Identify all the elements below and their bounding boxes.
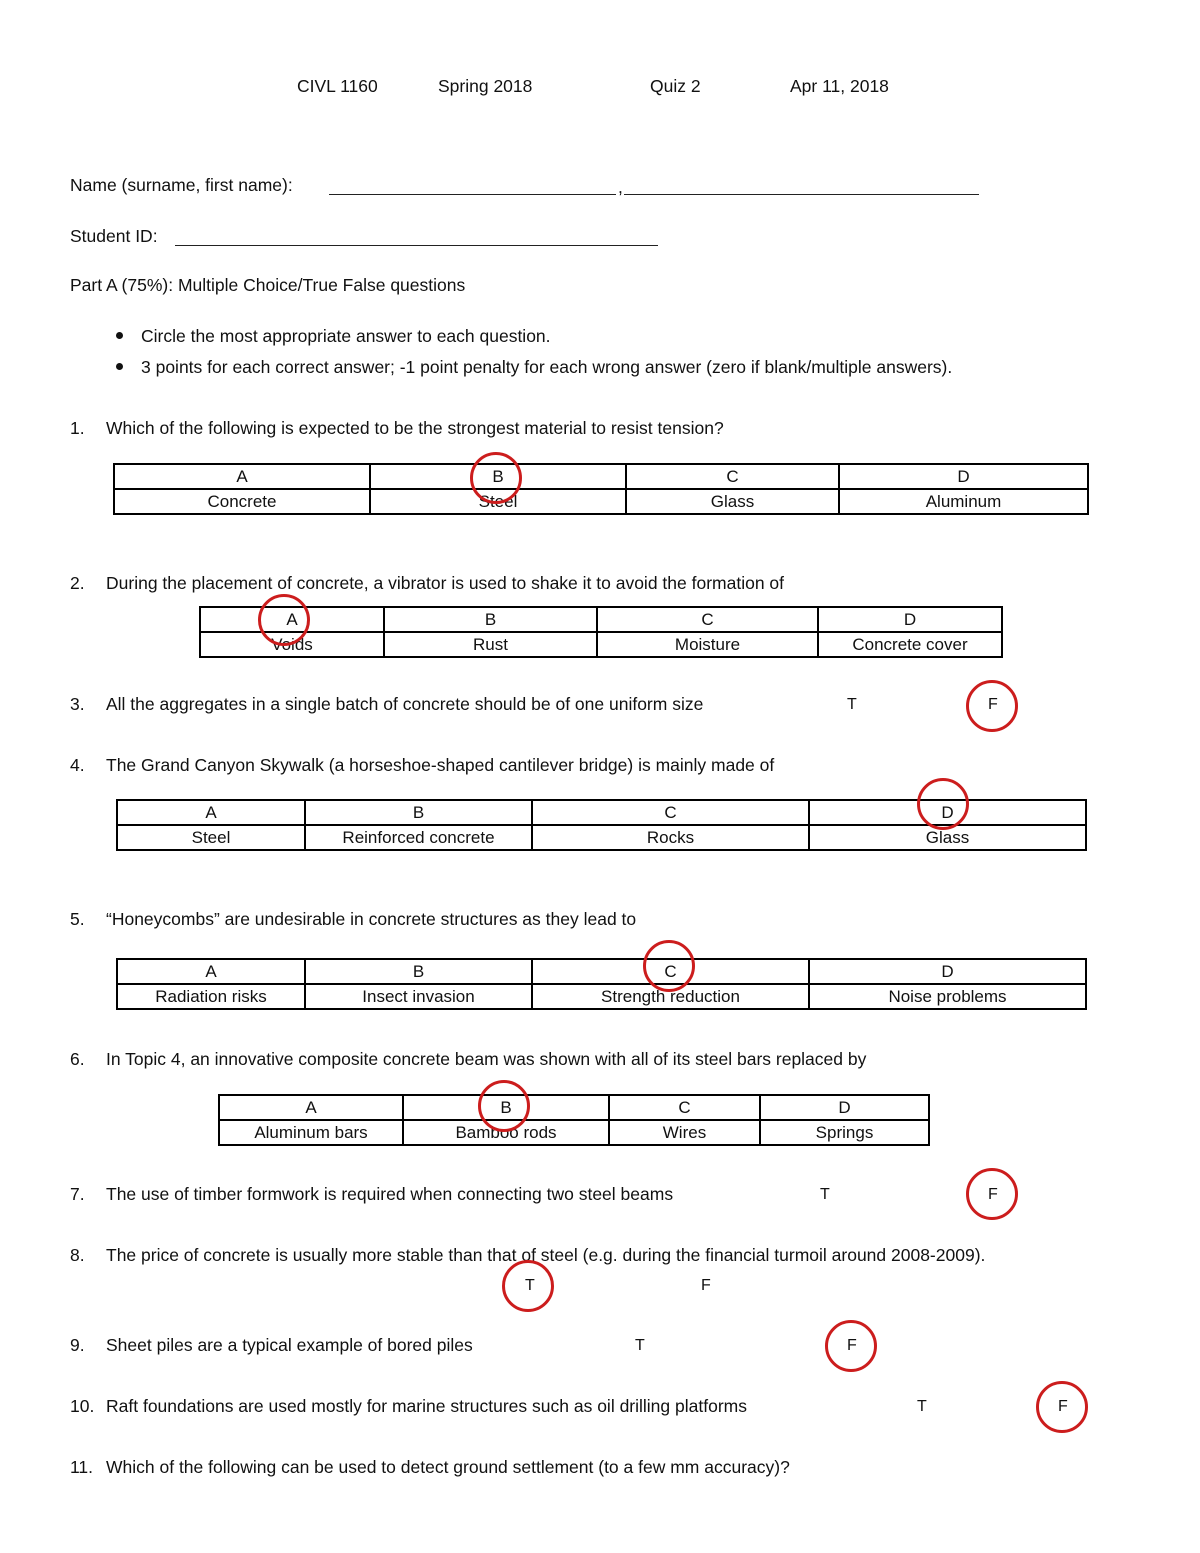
option-letter[interactable]: A <box>219 1095 403 1120</box>
question-text: All the aggregates in a single batch of concrete should be of one uniform size <box>106 694 704 714</box>
surname-field[interactable] <box>329 194 616 195</box>
option-letter[interactable]: A <box>114 464 370 489</box>
true-option[interactable]: T <box>525 1277 535 1294</box>
option-letter[interactable]: B <box>403 1095 609 1120</box>
option-letter[interactable]: B <box>305 959 532 984</box>
question-number: 4. <box>70 755 85 775</box>
question-number: 8. <box>70 1245 85 1265</box>
answer-circle <box>470 452 522 504</box>
question-number: 3. <box>70 694 85 714</box>
question-text: Which of the following is expected to be the strongest material to resist tension? <box>106 418 724 438</box>
first-name-field[interactable] <box>624 194 979 195</box>
option-value[interactable]: Noise problems <box>809 984 1086 1009</box>
option-letter[interactable]: A <box>200 607 384 632</box>
instruction-item: 3 points for each correct answer; -1 point penalty for each wrong answer (zero if blank/multiple answers). <box>141 357 953 377</box>
quiz-date: Apr 11, 2018 <box>790 76 889 96</box>
option-letter[interactable]: B <box>384 607 597 632</box>
question-number: 9. <box>70 1335 85 1355</box>
option-value[interactable]: Glass <box>626 489 839 514</box>
answer-circle <box>478 1080 530 1132</box>
option-value[interactable]: Voids <box>200 632 384 657</box>
answer-circle <box>1036 1381 1088 1433</box>
option-value[interactable]: Aluminum <box>839 489 1088 514</box>
option-value[interactable]: Aluminum bars <box>219 1120 403 1145</box>
question-text: The price of concrete is usually more stable than that of steel (e.g. during the financial turmoil around 2008-2009). <box>106 1245 986 1265</box>
options-table-q6 <box>218 1094 930 1146</box>
false-option[interactable]: F <box>847 1337 857 1354</box>
part-a-title: Part A (75%): Multiple Choice/True False questions <box>70 275 466 295</box>
question-number: 7. <box>70 1184 85 1204</box>
question-text: In Topic 4, an innovative composite concrete beam was shown with all of its steel bars replaced by <box>106 1049 867 1069</box>
question-text: The use of timber formwork is required when connecting two steel beams <box>106 1184 674 1204</box>
option-value[interactable]: Wires <box>609 1120 760 1145</box>
option-value[interactable]: Reinforced concrete <box>305 825 532 850</box>
option-letter[interactable]: B <box>305 800 532 825</box>
option-value[interactable]: Springs <box>760 1120 929 1145</box>
option-letter[interactable]: D <box>809 959 1086 984</box>
options-table-q1 <box>113 463 1089 515</box>
true-option[interactable]: T <box>917 1398 927 1415</box>
question-text: During the placement of concrete, a vibrator is used to shake it to avoid the formation of <box>106 573 785 593</box>
question-text: “Honeycombs” are undesirable in concrete structures as they lead to <box>106 909 637 929</box>
option-value[interactable]: Radiation risks <box>117 984 305 1009</box>
true-option[interactable]: T <box>847 696 857 713</box>
false-option[interactable]: F <box>988 1186 998 1203</box>
option-letter[interactable]: C <box>597 607 818 632</box>
student-id-label: Student ID: <box>70 226 158 246</box>
question-number: 2. <box>70 573 85 593</box>
option-letter[interactable]: A <box>117 959 305 984</box>
question-text: Which of the following can be used to detect ground settlement (to a few mm accuracy)? <box>106 1457 790 1477</box>
answer-circle <box>825 1320 877 1372</box>
options-table-q2 <box>199 606 1003 658</box>
options-table-q5 <box>116 958 1087 1010</box>
answer-circle <box>917 778 969 830</box>
option-value[interactable]: Insect invasion <box>305 984 532 1009</box>
option-value[interactable]: Bamboo rods <box>403 1120 609 1145</box>
true-option[interactable]: T <box>820 1186 830 1203</box>
question-number: 10. <box>70 1396 95 1416</box>
answer-circle <box>502 1260 554 1312</box>
question-number: 5. <box>70 909 85 929</box>
bullet-icon <box>116 332 123 339</box>
answer-circle <box>966 1168 1018 1220</box>
option-value[interactable]: Concrete cover <box>818 632 1002 657</box>
true-option[interactable]: T <box>635 1337 645 1354</box>
option-value[interactable]: Moisture <box>597 632 818 657</box>
course-code: CIVL 1160 <box>297 76 378 96</box>
option-letter[interactable]: A <box>117 800 305 825</box>
option-letter[interactable]: D <box>839 464 1088 489</box>
option-letter[interactable]: D <box>818 607 1002 632</box>
answer-circle <box>258 594 310 646</box>
option-value[interactable]: Rust <box>384 632 597 657</box>
question-text: The Grand Canyon Skywalk (a horseshoe-shaped cantilever bridge) is mainly made of <box>106 755 775 775</box>
option-letter[interactable]: D <box>760 1095 929 1120</box>
option-value[interactable]: Steel <box>370 489 626 514</box>
student-id-field[interactable] <box>175 245 658 246</box>
answer-circle <box>966 680 1018 732</box>
quiz-title: Quiz 2 <box>650 76 701 96</box>
option-value[interactable]: Strength reduction <box>532 984 809 1009</box>
option-value[interactable]: Steel <box>117 825 305 850</box>
question-text: Sheet piles are a typical example of bored piles <box>106 1335 473 1355</box>
term: Spring 2018 <box>438 76 533 96</box>
question-number: 11. <box>70 1457 94 1477</box>
option-letter[interactable]: D <box>809 800 1086 825</box>
option-letter[interactable]: C <box>532 959 809 984</box>
name-label: Name (surname, first name): <box>70 175 293 195</box>
false-option[interactable]: F <box>701 1277 711 1294</box>
answer-circle <box>643 940 695 992</box>
bullet-icon <box>116 363 123 370</box>
question-number: 1. <box>70 418 85 438</box>
option-letter[interactable]: B <box>370 464 626 489</box>
option-letter[interactable]: C <box>532 800 809 825</box>
question-text: Raft foundations are used mostly for marine structures such as oil drilling platforms <box>106 1396 747 1416</box>
option-value[interactable]: Glass <box>809 825 1086 850</box>
question-number: 6. <box>70 1049 85 1069</box>
option-value[interactable]: Rocks <box>532 825 809 850</box>
option-letter[interactable]: C <box>626 464 839 489</box>
false-option[interactable]: F <box>1058 1398 1068 1415</box>
name-separator: , <box>618 177 623 197</box>
false-option[interactable]: F <box>988 696 998 713</box>
option-value[interactable]: Concrete <box>114 489 370 514</box>
instruction-item: Circle the most appropriate answer to each question. <box>141 326 551 346</box>
option-letter[interactable]: C <box>609 1095 760 1120</box>
